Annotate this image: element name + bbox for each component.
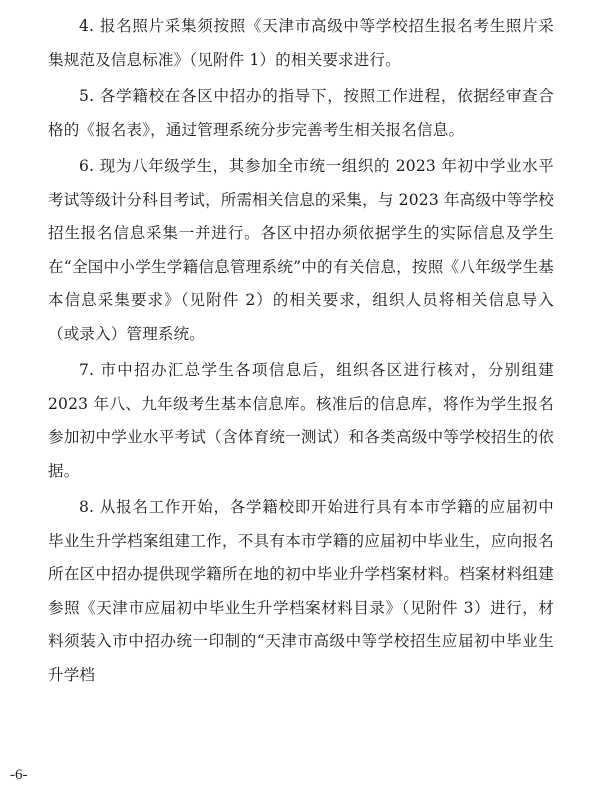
paragraph-item-4: 4. 报名照片采集须按照《天津市高级中等学校招生报名考生照片采集规范及信息标准》（见附件 1）的相关要求进行。: [48, 17, 554, 69]
paragraph-item-7: 7. 市中招办汇总学生各项信息后，组织各区进行核对，分别组建 2023 年八、九年级考生基本信息库。核准后的信息库，将作为学生报名参加初中学业水平考试（含体育统一测试）和各类高级中等学校招生的依据。: [48, 361, 554, 480]
paragraph-item-6: 6. 现为八年级学生，其参加全市统一组织的 2023 年初中学业水平考试等级计分科目考试，所需相关信息的采集，与 2023 年高级中等学校招生报名信息采集一并进行。各区中招办须依据学生的实际信息及学生在“全国中小学生学籍信息管理系统”中的有关信息，按照《八年级学生基本信息采集要求》（见附件 2）的相关要求，组织人员将相关信息导入（或录入）管理系统。: [48, 157, 554, 343]
paragraph-item-8: 8. 从报名工作开始，各学籍校即开始进行具有本市学籍的应届初中毕业生升学档案组建工作，不具有本市学籍的应届初中毕业生，应向报名所在区中招办提供现学籍所在地的初中毕业升学档案材料。档案材料组建参照《天津市应届初中毕业生升学档案材料目录》（见附件 3）进行，材料须装入市中招办统一印制的“天津市高级中等学校招生应届初中毕业生升学档: [48, 498, 554, 684]
document-body: [48, 10, 554, 695]
paragraph-item-5: 5. 各学籍校在各区中招办的指导下，按照工作进程，依据经审查合格的《报名表》，通过管理系统分步完善考生相关报名信息。: [48, 87, 554, 139]
page-number: -6-: [10, 767, 28, 783]
